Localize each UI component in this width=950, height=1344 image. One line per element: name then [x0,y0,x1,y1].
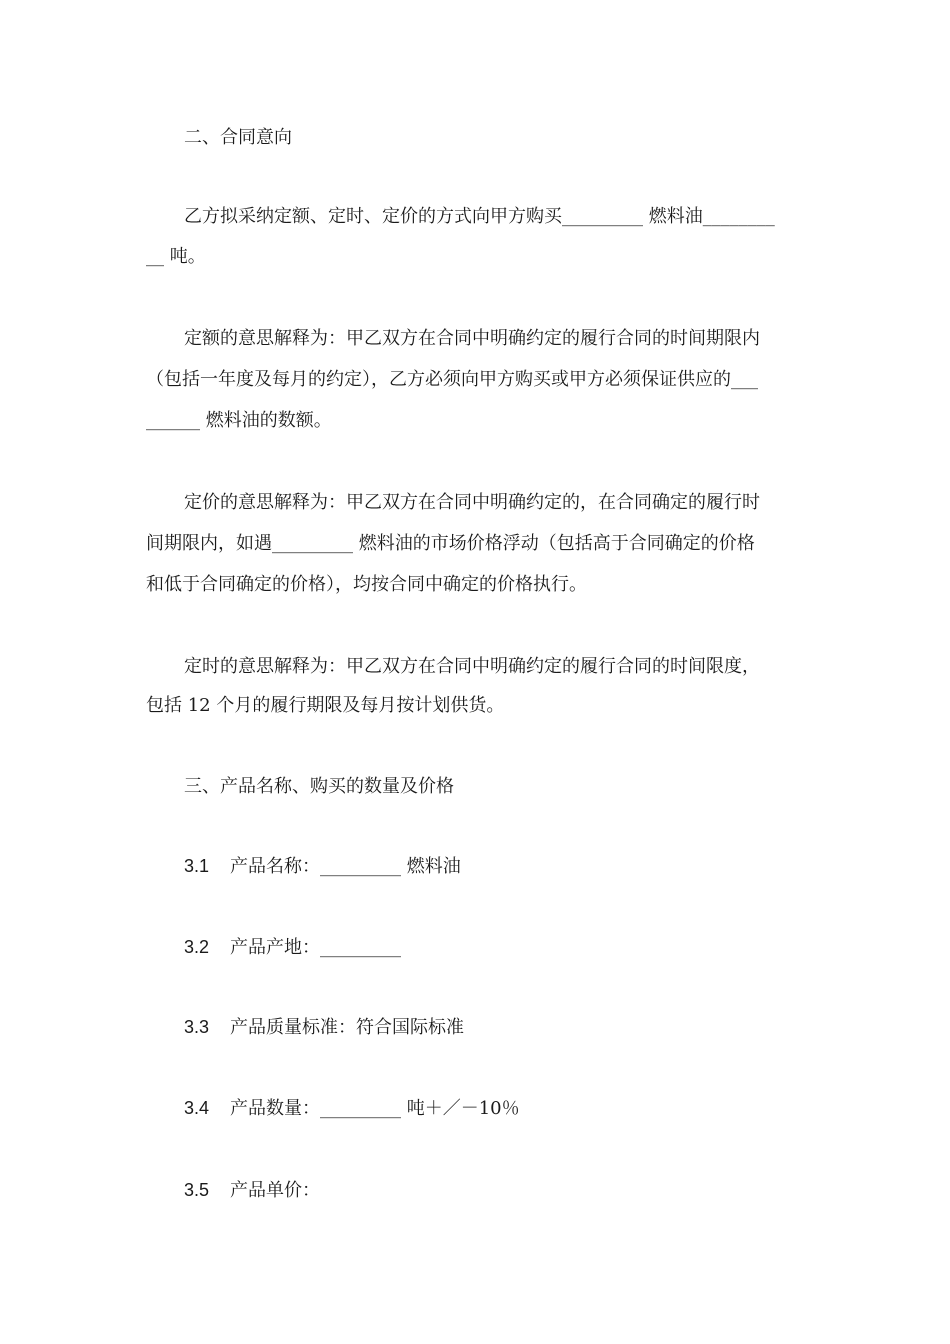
section-2-heading: 二、合同意向 [184,127,292,148]
paragraph-intent-line-1: 乙方拟采纳定额、定时、定价的方式向甲方购买_________ 燃料油________ [184,206,775,227]
list-item-3-2 [184,935,401,959]
section-3-heading: 三、产品名称、购买的数量及价格 [184,776,454,797]
paragraph-time-line-1: 定时的意思解释为：甲乙双方在合同中明确约定的履行合同的时间限度， [184,656,760,677]
list-item-3-5 [184,1178,320,1202]
list-item-3-1 [184,854,461,878]
list-item-3-3 [184,1015,464,1039]
item-number: 3.4 [184,1098,210,1118]
item-number: 3.3 [184,1017,210,1037]
list-item-3-4 [184,1096,520,1120]
item-number: 3.1 [184,856,210,876]
item-text: 产品单价： [230,1180,320,1201]
paragraph-price-line-1: 定价的意思解释为：甲乙双方在合同中明确约定的，在合同确定的履行时 [184,492,760,513]
item-text: 产品数量：_________ 吨＋／－10％ [230,1098,520,1119]
paragraph-quota-line-2: （包括一年度及每月的约定），乙方必须向甲方购买或甲方必须保证供应的___ [146,369,758,390]
item-text: 产品质量标准：符合国际标准 [230,1017,464,1038]
item-text: 产品名称：_________ 燃料油 [230,856,461,877]
paragraph-intent-line-2: __ 吨。 [146,246,206,267]
paragraph-quota-line-1: 定额的意思解释为：甲乙双方在合同中明确约定的履行合同的时间期限内 [184,328,760,349]
item-text: 产品产地：_________ [230,937,401,958]
paragraph-price-line-3: 和低于合同确定的价格），均按合同中确定的价格执行。 [146,574,587,595]
paragraph-time-line-2: 包括 12 个月的履行期限及每月按计划供货。 [146,695,505,716]
item-number: 3.2 [184,937,210,957]
item-number: 3.5 [184,1180,210,1200]
paragraph-price-line-2: 间期限内，如遇_________ 燃料油的市场价格浮动（包括高于合同确定的价格 [146,533,755,554]
paragraph-quota-line-3: ______ 燃料油的数额。 [146,410,332,431]
